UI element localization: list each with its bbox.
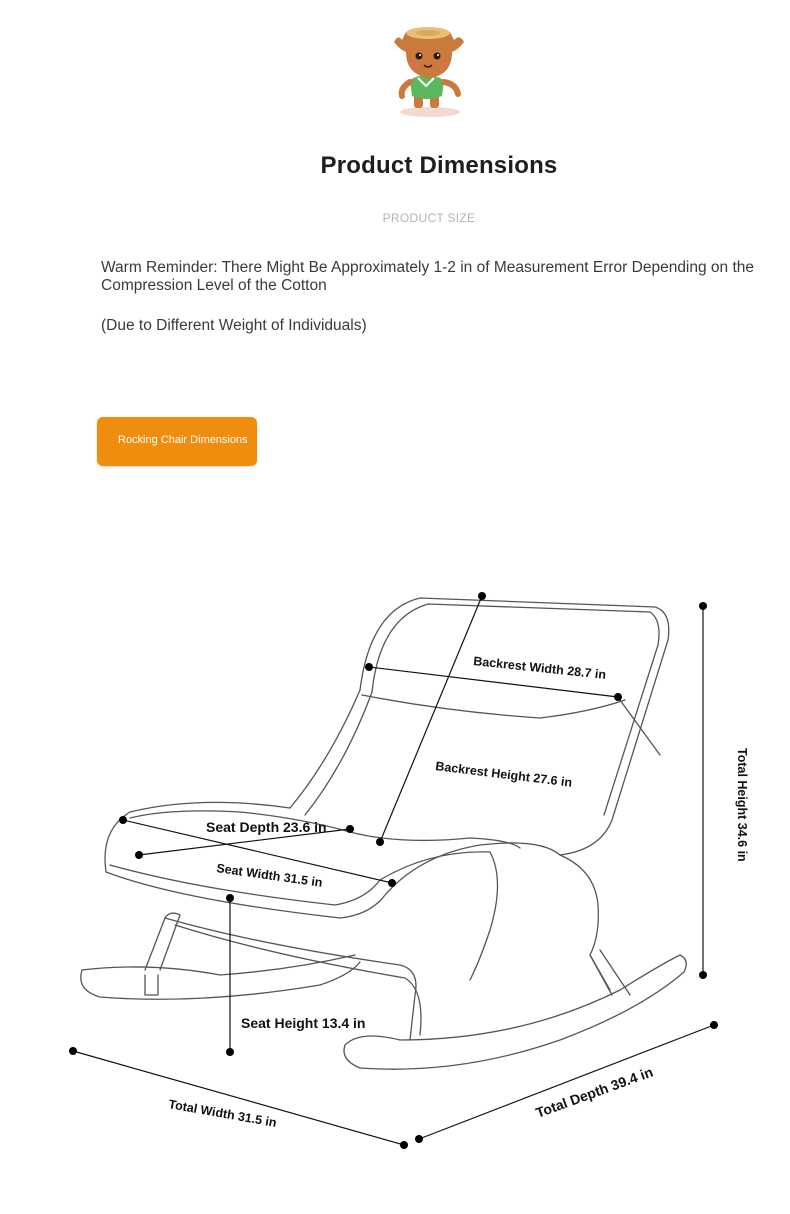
chair-dimension-diagram: [0, 560, 790, 1180]
dimension-endpoints: [69, 592, 718, 1149]
total-depth-line: [419, 1025, 714, 1139]
backrest-width-label: Backrest Width 28.7 in: [472, 654, 607, 682]
weight-note: (Due to Different Weight of Individuals): [101, 317, 367, 334]
page-subtitle: PRODUCT SIZE: [382, 211, 476, 225]
measurement-reminder: Warm Reminder: There Might Be Approximately 1-2 in of Measurement Error Depending on the Compression Level of the Cotton: [101, 259, 755, 294]
section-badge-label: Rocking Chair Dimensions: [118, 434, 248, 446]
seat-width-label: Seat Width 31.5 in: [215, 861, 324, 890]
total-height-label: Total Height 34.6 in: [735, 748, 749, 862]
seat-height-label: Seat Height 13.4 in: [241, 1015, 366, 1031]
section-badge: [97, 417, 257, 466]
total-width-label: Total Width 31.5 in: [167, 1097, 278, 1130]
backrest-height-label: Backrest Height 27.6 in: [434, 759, 573, 790]
seat-depth-label: Seat Depth 23.6 in: [206, 819, 327, 835]
total-depth-label: Total Depth 39.4 in: [533, 1063, 656, 1121]
dimension-lines: [73, 596, 714, 1145]
backrest-height-line: [380, 596, 482, 842]
page-title: Product Dimensions: [320, 152, 558, 179]
tree-stump-mascot-icon: [388, 22, 468, 118]
